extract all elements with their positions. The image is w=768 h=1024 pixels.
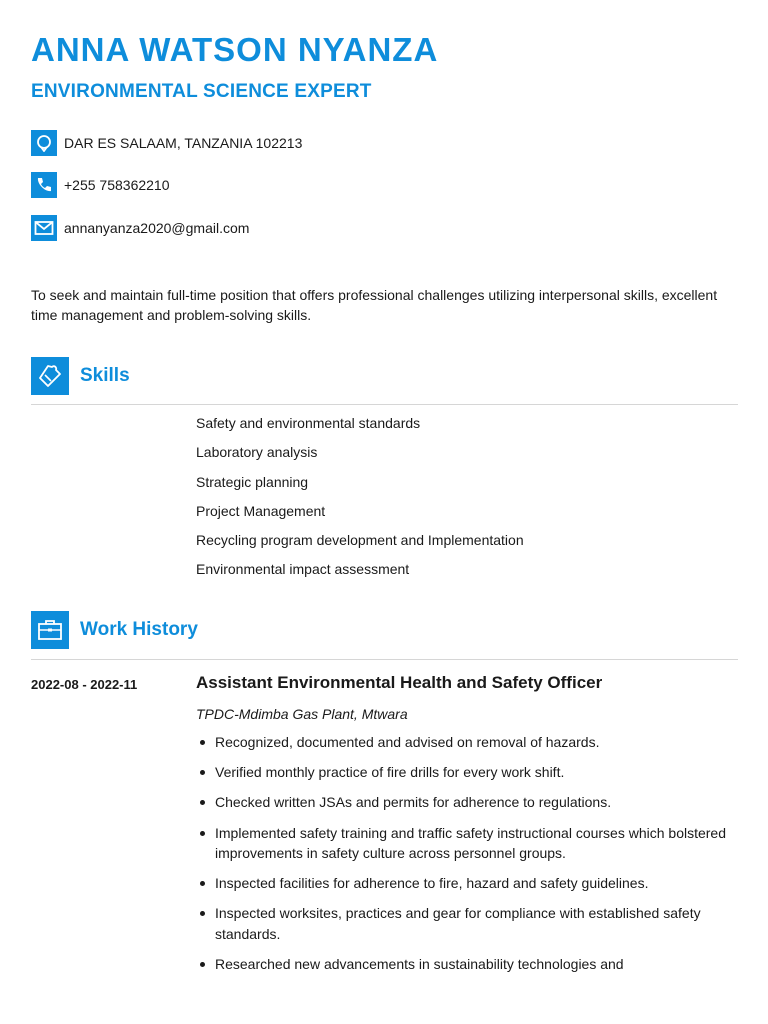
list-item: Checked written JSAs and permits for adherence to regulations. [196,792,736,813]
list-item: Inspected facilities for adherence to fire, hazard and safety guidelines. [196,873,736,894]
list-item: Inspected worksites, practices and gear for compliance with established safety standards. [196,903,736,944]
job-duties-list [196,732,736,984]
list-item: Strategic planning [196,473,309,490]
list-item: Environmental impact assessment [196,561,410,578]
list-item: Researched new advancements in sustainability technologies and [196,954,736,975]
skills-list [196,413,524,589]
candidate-title: ENVIRONMENTAL SCIENCE EXPERT [31,81,372,102]
list-item: Project Management [196,502,326,519]
list-item: Recycling program development and Implementation [196,532,524,549]
email-text: annanyanza2020@gmail.com [64,220,250,236]
skills-heading: Skills [80,365,130,386]
briefcase-icon [31,611,69,649]
envelope-icon [31,215,57,241]
work-history-heading: Work History [80,619,198,640]
list-item: Verified monthly practice of fire drills for every work shift. [196,762,736,783]
location-pin-icon [31,130,57,156]
skills-divider [31,404,738,405]
contact-address [31,130,302,156]
job-title: Assistant Environmental Health and Safety Officer [196,673,603,692]
candidate-name: ANNA WATSON NYANZA [31,31,439,68]
list-item: Implemented safety training and traffic safety instructional courses which bolstered improvements in safety culture across personnel groups. [196,823,736,864]
professional-summary: To seek and maintain full-time position that offers professional challenges utilizing interpersonal skills, excellent time management and problem-solving skills. [31,287,718,323]
phone-icon [31,172,57,198]
job-company: TPDC-Mdimba Gas Plant, Mtwara [196,706,408,722]
contact-email [31,215,249,241]
work-history-divider [31,659,738,660]
contact-phone [31,172,170,198]
list-item: Safety and environmental standards [196,415,421,431]
list-item: Recognized, documented and advised on removal of hazards. [196,732,736,753]
address-text: DAR ES SALAAM, TANZANIA 102213 [64,135,303,151]
skills-section-header [31,357,130,395]
puzzle-hand-icon [31,357,69,395]
job-dates: 2022-08 - 2022-11 [31,677,138,692]
list-item: Laboratory analysis [196,444,318,461]
work-history-section-header [31,611,198,649]
phone-text: +255 758362210 [64,177,170,193]
